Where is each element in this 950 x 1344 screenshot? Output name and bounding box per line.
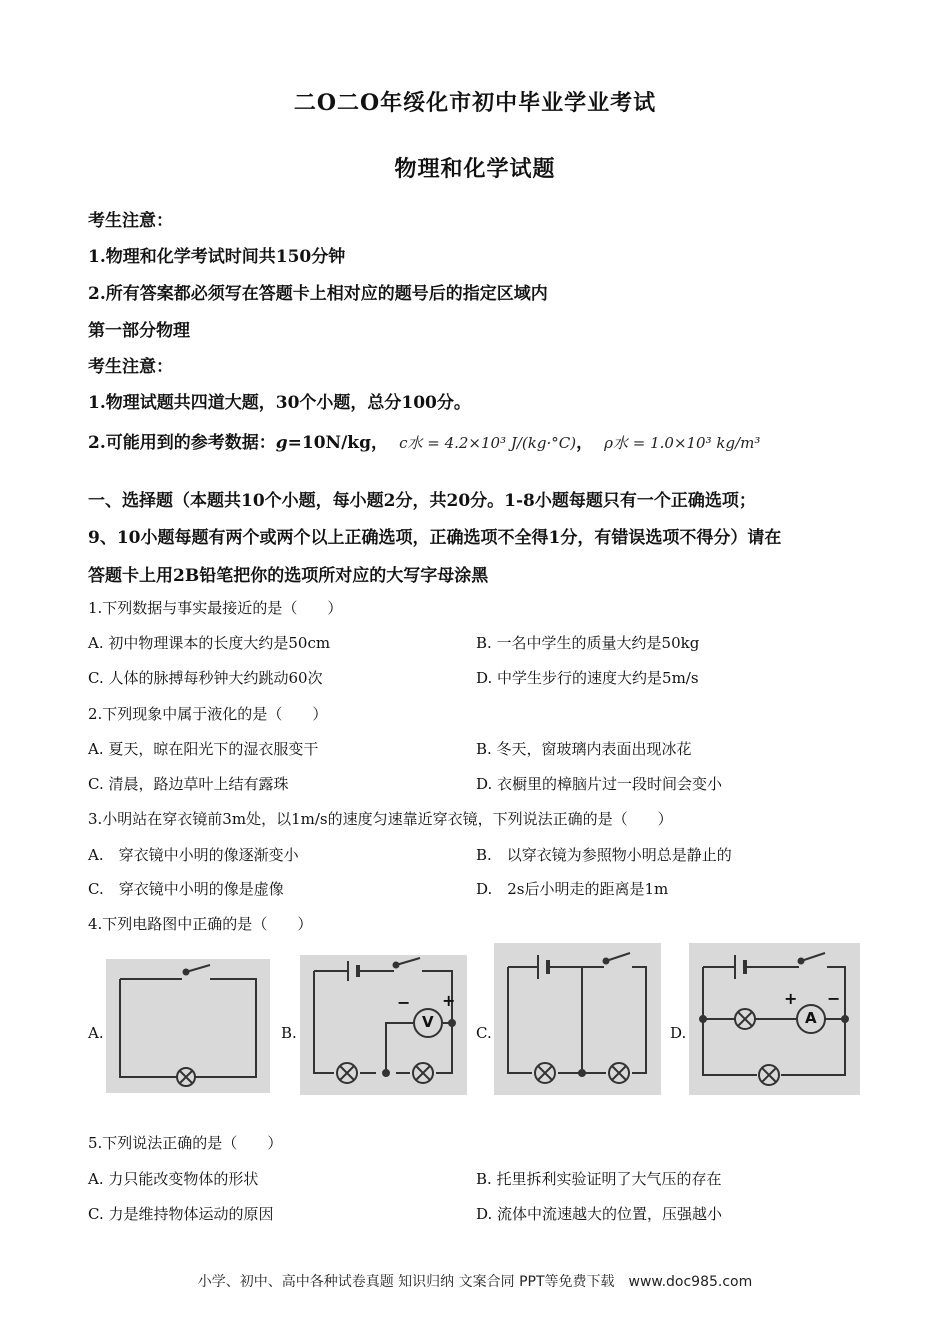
- circuit-b-diagram: [300, 955, 467, 1095]
- ammeter-plus: +: [784, 989, 798, 1008]
- option-a: A. 穿衣镜中小明的像逐渐变小: [88, 846, 299, 864]
- reference-g-symbol: g: [275, 433, 288, 453]
- reference-prefix: 2.可能用到的参考数据：: [88, 433, 276, 453]
- exam-subtitle: 物理和化学试题: [394, 156, 556, 182]
- question-stem: 4.下列电路图中正确的是（ ）: [88, 915, 313, 933]
- option-d: D. 2s后小明走的距离是1m: [476, 880, 669, 898]
- option-a: A. 夏天，晾在阳光下的湿衣服变干: [88, 740, 319, 758]
- question-stem: 1.下列数据与事实最接近的是（ ）: [88, 599, 343, 617]
- option-d: D. 衣橱里的樟脑片过一段时间会变小: [476, 775, 723, 793]
- option-c: C. 人体的脉搏每秒钟大约跳动60次: [88, 669, 323, 687]
- option-b: B. 冬天，窗玻璃内表面出现冰花: [476, 740, 692, 758]
- notice-item: 1.物理和化学考试时间共150分钟: [88, 247, 346, 267]
- option-b: B. 托里拆利实验证明了大气压的存在: [476, 1170, 722, 1188]
- option-a: A. 初中物理课本的长度大约是50cm: [88, 634, 331, 652]
- specific-heat-formula: c水 = 4.2×10³ J/(kg·°C): [399, 434, 577, 452]
- question-stem: 3.小明站在穿衣镜前3m处，以1m/s的速度匀速靠近穿衣镜，下列说法正确的是（ ）: [88, 810, 673, 828]
- notice-heading: 考生注意：: [88, 357, 173, 377]
- ammeter-minus: −: [827, 989, 841, 1008]
- option-a: A. 力只能改变物体的形状: [88, 1170, 259, 1188]
- lamp-icon: [177, 1068, 195, 1086]
- voltmeter-plus: +: [442, 991, 456, 1010]
- circuit-b-label: B.: [281, 1024, 297, 1042]
- switch-icon: [606, 953, 630, 961]
- lamp-icon: [759, 1065, 779, 1085]
- circuit-d-label: D.: [670, 1024, 687, 1042]
- reference-data-line: [88, 428, 760, 453]
- notice-heading: 考生注意：: [88, 211, 173, 231]
- lamp-icon: [609, 1063, 629, 1083]
- density-formula: ρ水 = 1.0×10³ kg/m³: [604, 434, 761, 452]
- circuit-a-label: A.: [88, 1024, 104, 1042]
- lamp-icon: [735, 1009, 755, 1029]
- voltmeter-symbol: V: [422, 1013, 434, 1031]
- section-instructions: 答题卡上用2B铅笔把你的选项所对应的大写字母涂黑: [88, 566, 489, 586]
- battery-icon: [735, 955, 745, 979]
- option-d: D. 流体中流速越大的位置，压强越小: [476, 1205, 723, 1223]
- question-stem: 2.下列现象中属于液化的是（ ）: [88, 705, 328, 723]
- switch-icon: [186, 965, 210, 972]
- ammeter-symbol: A: [805, 1009, 817, 1027]
- circuit-c-diagram: [494, 943, 661, 1095]
- battery-icon: [538, 955, 548, 979]
- voltmeter-minus: −: [397, 993, 411, 1012]
- circuit-d-diagram: [689, 943, 860, 1095]
- reference-separator: ，: [576, 433, 594, 453]
- circuit-c-label: C.: [476, 1024, 492, 1042]
- option-d: D. 中学生步行的速度大约是5m/s: [476, 669, 699, 687]
- reference-g-value: =10N/kg，: [287, 433, 388, 453]
- lamp-icon: [413, 1063, 433, 1083]
- notice-item: 2.所有答案都必须写在答题卡上相对应的题号后的指定区域内: [88, 284, 548, 304]
- page-footer: 小学、初中、高中各种试卷真题 知识归纳 文案合同 PPT等免费下载 www.doc985.com: [197, 1274, 753, 1290]
- option-b: B. 以穿衣镜为参照物小明总是静止的: [476, 846, 732, 864]
- question-stem: 5.下列说法正确的是（ ）: [88, 1134, 283, 1152]
- option-c: C. 穿衣镜中小明的像是虚像: [88, 880, 284, 898]
- section-instructions: 一、选择题（本题共10个小题，每小题2分，共20分。1-8小题每题只有一个正确选项；: [88, 491, 756, 511]
- battery-icon: [348, 961, 358, 981]
- section-instructions: 9、10小题每题有两个或两个以上正确选项，正确选项不全得1分，有错误选项不得分）请在: [88, 528, 782, 548]
- option-c: C. 清晨，路边草叶上结有露珠: [88, 775, 289, 793]
- circuit-a-diagram: [106, 959, 270, 1093]
- notice-item: 1.物理试题共四道大题，30个小题，总分100分。: [88, 393, 471, 413]
- switch-icon: [801, 953, 825, 961]
- option-c: C. 力是维持物体运动的原因: [88, 1205, 274, 1223]
- lamp-icon: [337, 1063, 357, 1083]
- part-title: 第一部分物理: [88, 321, 190, 341]
- option-b: B. 一名中学生的质量大约是50kg: [476, 634, 700, 652]
- exam-title: 二O二O年绥化市初中毕业学业考试: [293, 90, 657, 116]
- lamp-icon: [535, 1063, 555, 1083]
- switch-icon: [396, 958, 420, 965]
